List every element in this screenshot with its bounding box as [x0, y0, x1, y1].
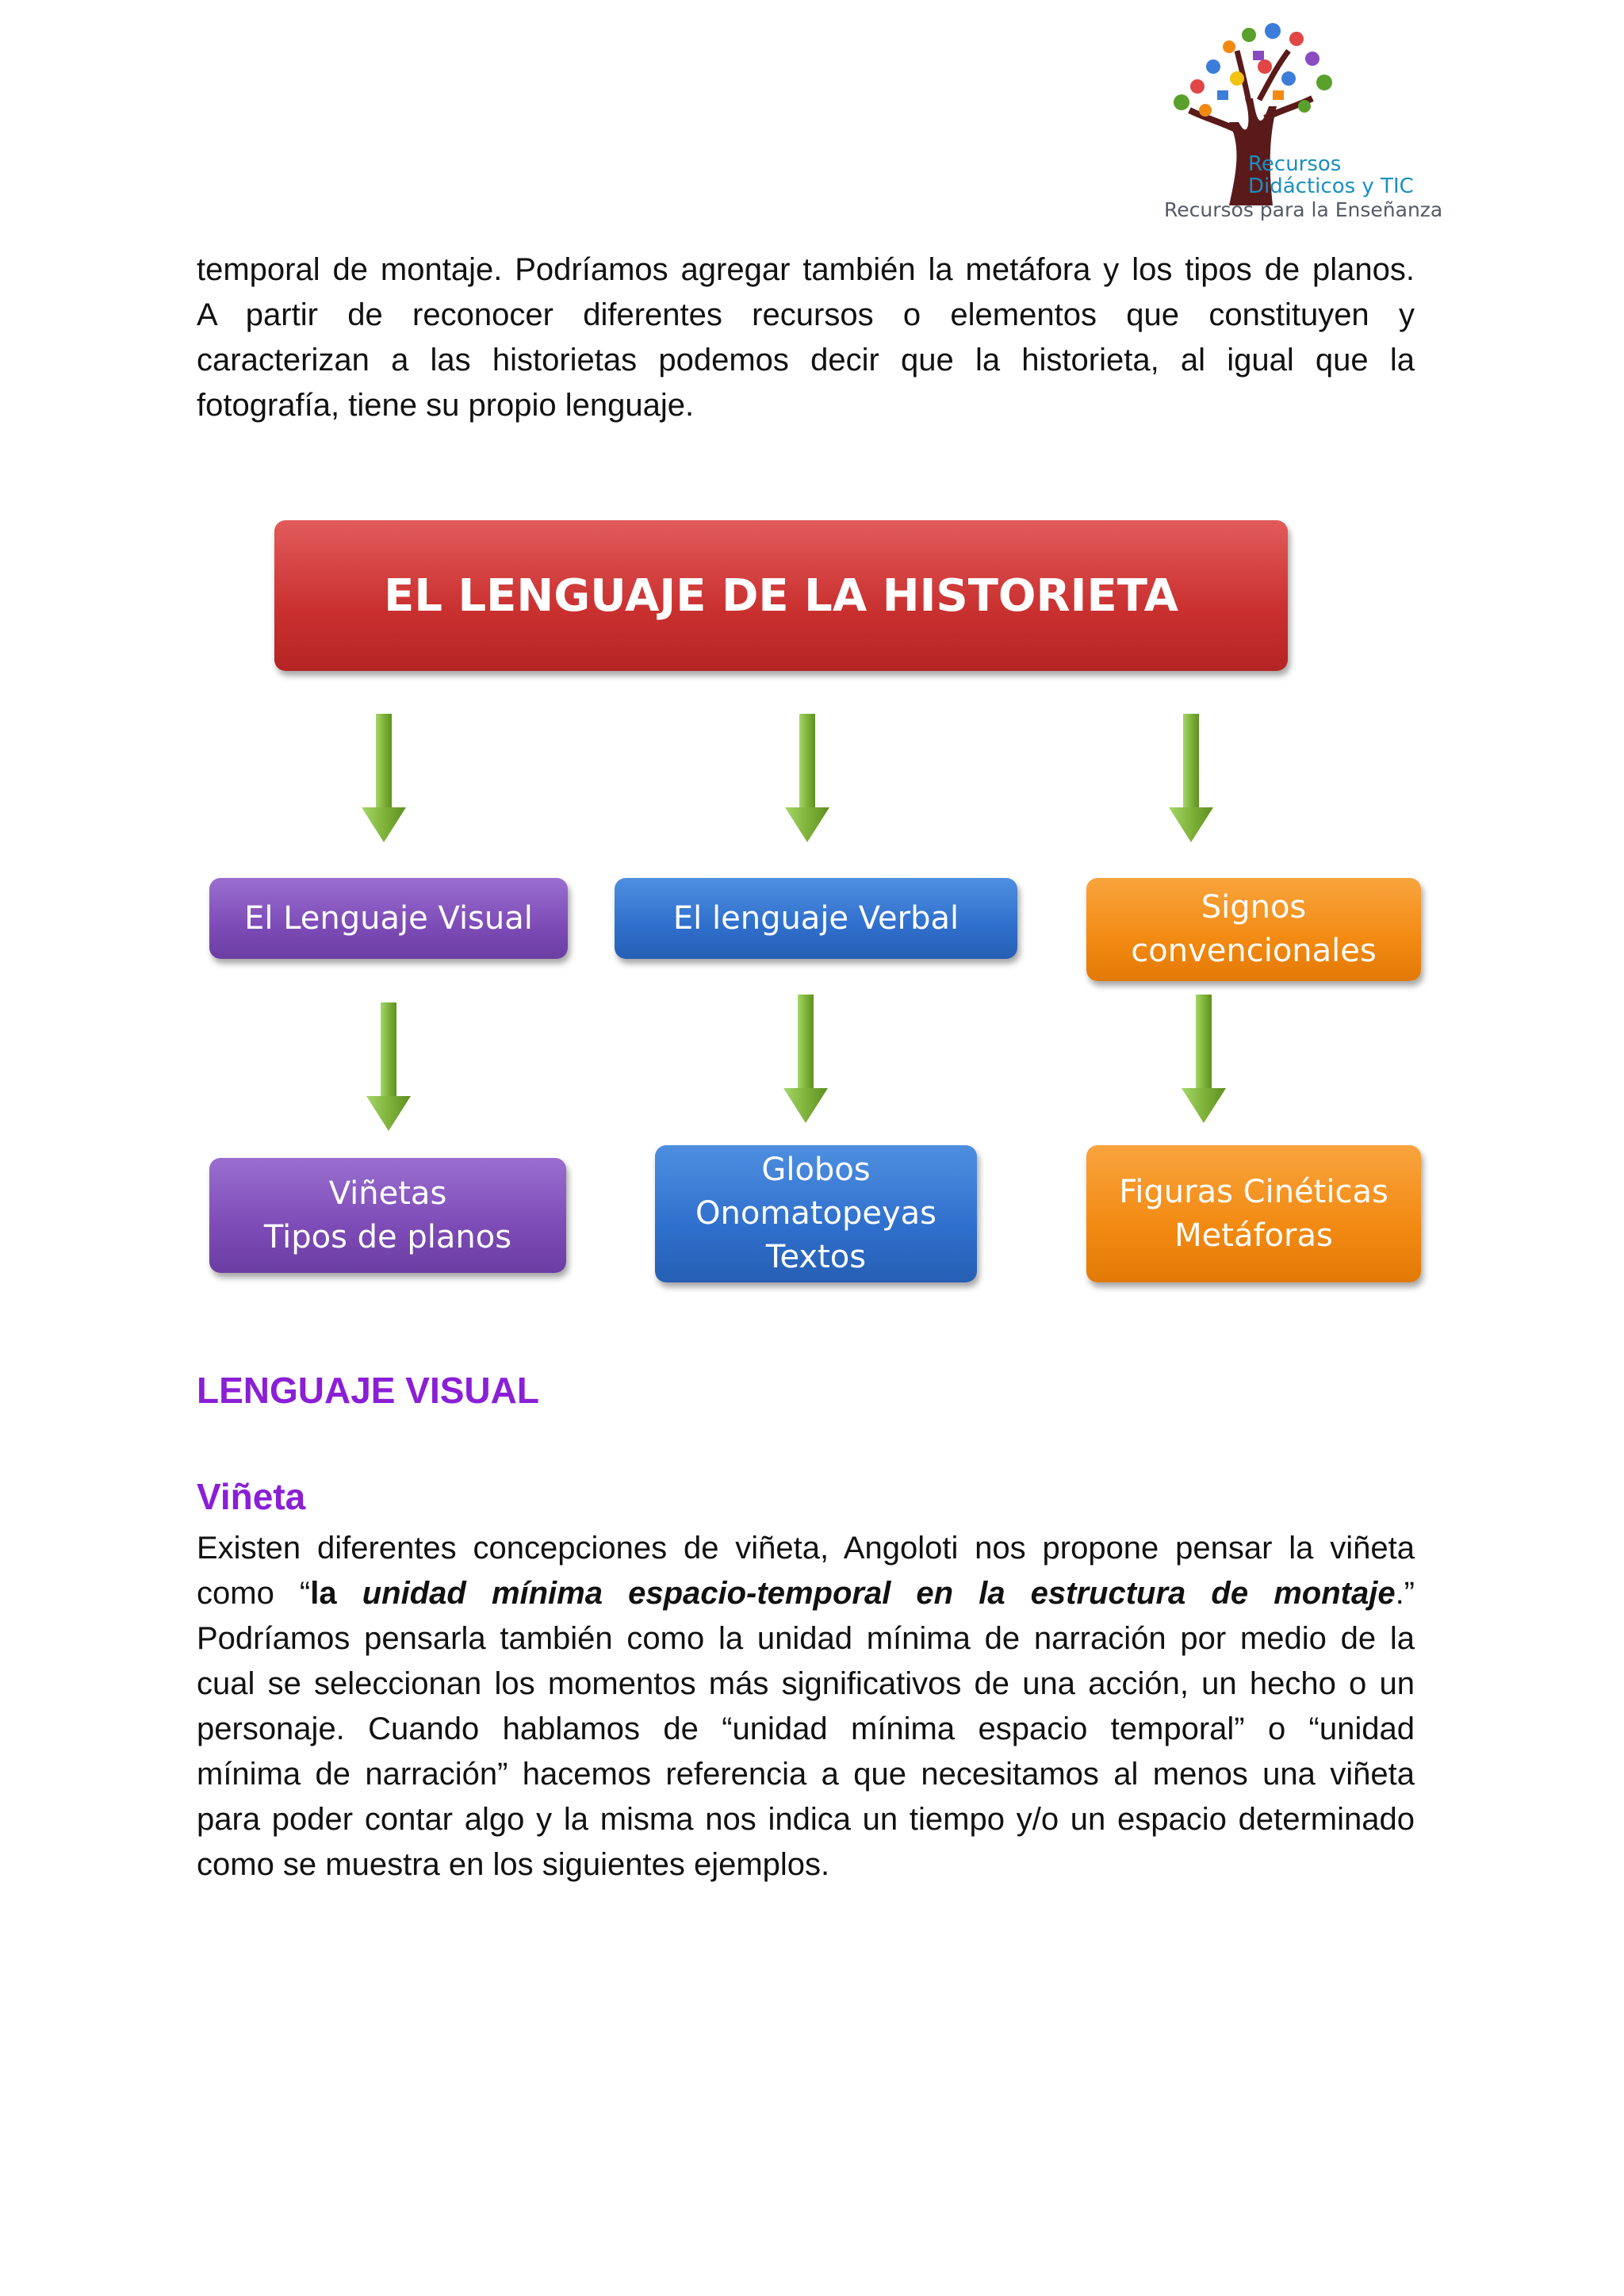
subheading: Viñeta — [197, 1476, 306, 1517]
logo-line1: Recursos — [1248, 152, 1342, 176]
intro-line: A partir de reconocer diferentes recursos o elementos que constituyen y — [197, 297, 1415, 332]
diagram-title: EL LENGUAJE DE LA HISTORIETA — [384, 569, 1178, 622]
box-label: Viñetas Tipos de planos — [263, 1175, 512, 1255]
vineta-line: como se muestra en los siguientes ejemplos. — [197, 1847, 830, 1882]
vineta-line: personaje. Cuando hablamos de “unidad mínima espacio temporal” o “unidad — [197, 1711, 1415, 1746]
vineta-line: Podríamos pensarla también como la unidad mínima de narración por medio de la — [197, 1621, 1415, 1656]
vineta-line: para poder contar algo y la misma nos indica un tiempo y/o un espacio determinado — [197, 1802, 1415, 1837]
quote-open: como “ — [197, 1576, 311, 1611]
down-arrow-icon — [365, 1002, 412, 1133]
vineta-paragraph — [197, 1526, 1415, 1888]
logo-line2: Didácticos y TIC — [1248, 174, 1414, 198]
intro-line: fotografía, tiene su propio lenguaje. — [197, 388, 695, 423]
down-arrow-icon — [1180, 995, 1228, 1125]
box-label: El Lenguaje Visual — [244, 899, 533, 937]
bold-article: la — [310, 1576, 362, 1611]
vineta-line-definition — [197, 1571, 1415, 1616]
vineta-line: cual se seleccionan los momentos más significativos de una acción, un hecho o un — [197, 1666, 1415, 1701]
intro-line: temporal de montaje. Podríamos agregar también la metáfora y los tipos de planos. — [197, 252, 1415, 287]
quote-close: .” — [1395, 1576, 1415, 1611]
down-arrow-icon — [783, 714, 831, 844]
vineta-line: Existen diferentes concepciones de viñeta, Angoloti nos propone pensar la viñeta — [197, 1531, 1415, 1566]
definition-emphasis: unidad mínima espacio-temporal en la estructura de montaje — [362, 1576, 1396, 1611]
diagram-title-box — [274, 520, 1288, 671]
down-arrow-icon — [1167, 714, 1215, 844]
vineta-line: mínima de narración” hacemos referencia a que necesitamos al menos una viñeta — [197, 1757, 1415, 1792]
down-arrow-icon — [782, 995, 829, 1125]
kinetic-figures-box — [1086, 1145, 1421, 1282]
panels-box — [209, 1158, 566, 1273]
intro-line: caracterizan a las historietas podemos decir que la historieta, al igual que la — [197, 343, 1415, 378]
intro-paragraph — [197, 247, 1415, 428]
visual-language-box — [209, 878, 568, 959]
verbal-language-box — [615, 878, 1017, 959]
box-label: El lenguaje Verbal — [672, 899, 959, 937]
section-heading: LENGUAJE VISUAL — [197, 1370, 539, 1411]
balloons-box — [655, 1145, 977, 1282]
down-arrow-icon — [360, 714, 408, 844]
box-label: Signos convencionales — [1131, 889, 1377, 969]
conventional-signs-box — [1086, 878, 1421, 981]
box-label: Globos Onomatopeyas Textos — [695, 1152, 936, 1275]
logo-line3: Recursos para la Enseñanza — [1164, 198, 1443, 221]
box-label: Figuras Cinéticas Metáforas — [1119, 1173, 1388, 1254]
